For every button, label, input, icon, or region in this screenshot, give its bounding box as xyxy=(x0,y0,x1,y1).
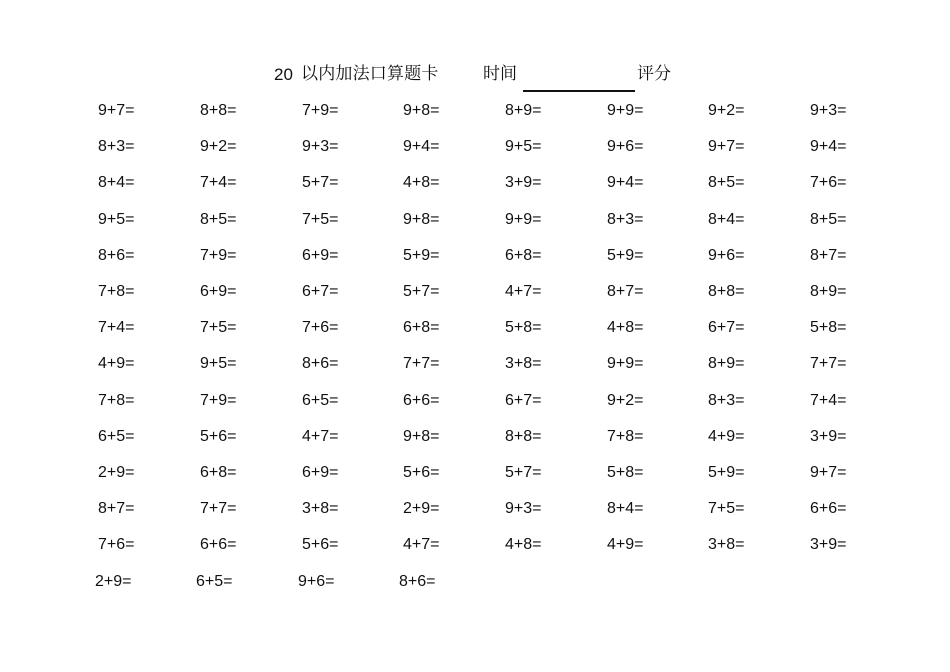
problem-item: 9+7= xyxy=(98,102,135,119)
problem-item: 9+2= xyxy=(607,392,644,409)
problem-item: 2+9= xyxy=(98,464,135,481)
problem-item: 9+6= xyxy=(298,573,335,590)
problem-item: 8+9= xyxy=(810,283,847,300)
problem-item: 9+9= xyxy=(505,211,542,228)
problem-item: 8+3= xyxy=(607,211,644,228)
problem-item: 8+7= xyxy=(607,283,644,300)
problem-item: 6+7= xyxy=(708,319,745,336)
problem-item: 8+9= xyxy=(708,355,745,372)
problem-item: 6+8= xyxy=(505,247,542,264)
problem-item: 7+8= xyxy=(98,392,135,409)
score-label: 评分 xyxy=(637,64,671,84)
problem-item: 9+7= xyxy=(810,464,847,481)
problem-item: 4+9= xyxy=(607,536,644,553)
problem-item: 5+7= xyxy=(302,174,339,191)
problem-item: 7+7= xyxy=(200,500,237,517)
problem-item: 5+8= xyxy=(810,319,847,336)
problem-item: 9+2= xyxy=(200,138,237,155)
problem-item: 7+8= xyxy=(98,283,135,300)
problem-item: 8+4= xyxy=(708,211,745,228)
problem-item: 5+9= xyxy=(708,464,745,481)
problem-item: 3+8= xyxy=(302,500,339,517)
problem-item: 8+8= xyxy=(200,102,237,119)
problem-item: 8+5= xyxy=(810,211,847,228)
problem-item: 5+9= xyxy=(607,247,644,264)
problem-item: 6+6= xyxy=(403,392,440,409)
problem-item: 7+7= xyxy=(810,355,847,372)
problem-item: 4+9= xyxy=(98,355,135,372)
problem-item: 6+9= xyxy=(200,283,237,300)
problem-item: 5+6= xyxy=(403,464,440,481)
problem-item: 9+5= xyxy=(505,138,542,155)
problem-item: 9+3= xyxy=(302,138,339,155)
problem-item: 6+7= xyxy=(302,283,339,300)
problem-item: 2+9= xyxy=(95,573,132,590)
problem-item: 8+6= xyxy=(302,355,339,372)
problem-item: 9+4= xyxy=(403,138,440,155)
problem-item: 9+8= xyxy=(403,102,440,119)
problem-item: 6+7= xyxy=(505,392,542,409)
problem-item: 6+6= xyxy=(810,500,847,517)
problem-item: 7+4= xyxy=(200,174,237,191)
problem-item: 9+5= xyxy=(200,355,237,372)
problem-item: 4+8= xyxy=(607,319,644,336)
problem-item: 7+5= xyxy=(200,319,237,336)
problem-item: 7+8= xyxy=(607,428,644,445)
problem-item: 7+4= xyxy=(810,392,847,409)
problem-item: 7+9= xyxy=(200,392,237,409)
problem-item: 9+9= xyxy=(607,355,644,372)
problem-item: 9+6= xyxy=(708,247,745,264)
problem-item: 6+5= xyxy=(98,428,135,445)
problem-item: 4+8= xyxy=(403,174,440,191)
problem-item: 7+7= xyxy=(403,355,440,372)
problem-item: 8+3= xyxy=(708,392,745,409)
problem-item: 6+8= xyxy=(403,319,440,336)
problem-item: 8+5= xyxy=(200,211,237,228)
problem-item: 9+4= xyxy=(607,174,644,191)
problem-item: 5+7= xyxy=(505,464,542,481)
problem-item: 9+8= xyxy=(403,428,440,445)
problem-item: 8+7= xyxy=(98,500,135,517)
problem-item: 5+8= xyxy=(505,319,542,336)
problem-item: 8+6= xyxy=(399,573,436,590)
problem-item: 3+9= xyxy=(810,536,847,553)
problem-item: 4+7= xyxy=(403,536,440,553)
problem-item: 4+9= xyxy=(708,428,745,445)
problem-item: 2+9= xyxy=(403,500,440,517)
problem-item: 8+6= xyxy=(98,247,135,264)
problem-item: 6+9= xyxy=(302,247,339,264)
problem-item: 8+4= xyxy=(607,500,644,517)
problem-item: 7+9= xyxy=(302,102,339,119)
problem-item: 7+4= xyxy=(98,319,135,336)
problem-item: 8+4= xyxy=(98,174,135,191)
problem-item: 7+6= xyxy=(810,174,847,191)
problem-item: 8+3= xyxy=(98,138,135,155)
problem-item: 3+9= xyxy=(505,174,542,191)
problem-item: 9+6= xyxy=(607,138,644,155)
problem-item: 9+4= xyxy=(810,138,847,155)
problem-item: 5+8= xyxy=(607,464,644,481)
problem-item: 7+6= xyxy=(98,536,135,553)
problem-item: 7+9= xyxy=(200,247,237,264)
problem-item: 8+9= xyxy=(505,102,542,119)
problem-item: 9+8= xyxy=(403,211,440,228)
problem-item: 4+7= xyxy=(302,428,339,445)
problem-item: 5+9= xyxy=(403,247,440,264)
problem-item: 3+8= xyxy=(708,536,745,553)
problem-item: 6+8= xyxy=(200,464,237,481)
problem-item: 9+9= xyxy=(607,102,644,119)
problem-item: 4+8= xyxy=(505,536,542,553)
worksheet-title: 以内加法口算题卡 xyxy=(301,64,439,84)
problem-item: 3+8= xyxy=(505,355,542,372)
problem-item: 8+8= xyxy=(505,428,542,445)
time-label: 时间 xyxy=(483,64,517,84)
problem-item: 5+7= xyxy=(403,283,440,300)
problem-item: 6+5= xyxy=(302,392,339,409)
problem-item: 6+5= xyxy=(196,573,233,590)
title-number-prefix: 20 xyxy=(274,65,293,84)
problem-item: 5+6= xyxy=(200,428,237,445)
problem-item: 8+7= xyxy=(810,247,847,264)
problem-item: 5+6= xyxy=(302,536,339,553)
problem-item: 8+8= xyxy=(708,283,745,300)
problem-item: 7+5= xyxy=(708,500,745,517)
problem-item: 9+5= xyxy=(98,211,135,228)
problem-item: 7+6= xyxy=(302,319,339,336)
problem-item: 7+5= xyxy=(302,211,339,228)
problem-item: 4+7= xyxy=(505,283,542,300)
problem-item: 6+9= xyxy=(302,464,339,481)
problem-item: 3+9= xyxy=(810,428,847,445)
problem-item: 9+3= xyxy=(505,500,542,517)
problem-item: 9+7= xyxy=(708,138,745,155)
problem-item: 9+2= xyxy=(708,102,745,119)
problem-item: 6+6= xyxy=(200,536,237,553)
problem-item: 8+5= xyxy=(708,174,745,191)
problem-item: 9+3= xyxy=(810,102,847,119)
